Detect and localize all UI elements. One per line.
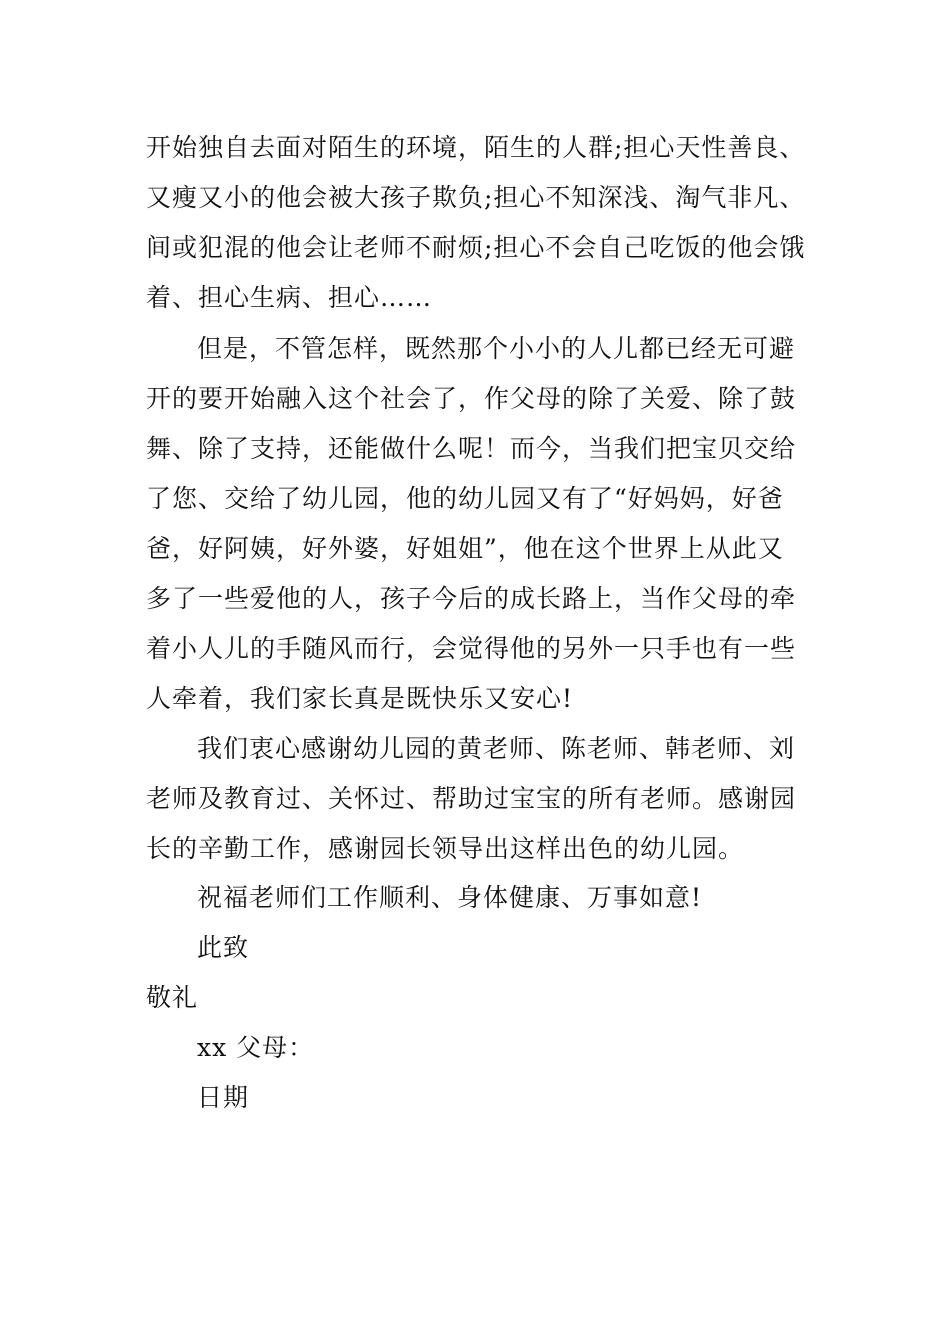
date-line: 日期 bbox=[197, 1083, 250, 1112]
paragraph-start-line: 我们衷心感谢幼儿园的黄老师、陈老师、韩老师、刘 bbox=[197, 734, 796, 763]
blessing-line: 祝福老师们工作顺利、身体健康、万事如意! bbox=[197, 883, 703, 912]
text-line: 长的辛勤工作，感谢园长领导出这样出色的幼儿园。 bbox=[146, 834, 745, 863]
text-line: 开始独自去面对陌生的环境，陌生的人群;担心天性善良、 bbox=[146, 133, 806, 162]
text-line: 人牵着，我们家长真是既快乐又安心! bbox=[146, 684, 574, 713]
text-line: 舞、除了支持，还能做什么呢！而今，当我们把宝贝交给 bbox=[146, 434, 797, 463]
text-line: 爸，好阿姨，好外婆，好姐姐”，他在这个世界上从此又 bbox=[146, 534, 784, 563]
text-line: 着、担心生病、担心…… bbox=[146, 283, 433, 312]
paragraph-start-line: 但是，不管怎样，既然那个小小的人儿都已经无可避 bbox=[197, 334, 796, 363]
text-line: 开的要开始融入这个社会了，作父母的除了关爱、除了鼓 bbox=[146, 384, 797, 413]
text-line: 又瘦又小的他会被大孩子欺负;担心不知深浅、淘气非凡、 bbox=[146, 183, 806, 212]
text-line: 着小人儿的手随风而行，会觉得他的另外一只手也有一些 bbox=[146, 634, 797, 663]
closing-respect: 敬礼 bbox=[146, 983, 199, 1012]
closing-salutation: 此致 bbox=[197, 933, 250, 962]
text-line: 多了一些爱他的人，孩子今后的成长路上，当作父母的牵 bbox=[146, 584, 797, 613]
text-line: 老师及教育过、关怀过、帮助过宝宝的所有老师。感谢园 bbox=[146, 784, 797, 813]
signature-line: xx 父母： bbox=[197, 1033, 315, 1062]
text-line: 间或犯混的他会让老师不耐烦;担心不会自己吃饭的他会饿 bbox=[146, 233, 806, 262]
text-line: 了您、交给了幼儿园，他的幼儿园又有了“好妈妈，好爸 bbox=[146, 484, 784, 513]
